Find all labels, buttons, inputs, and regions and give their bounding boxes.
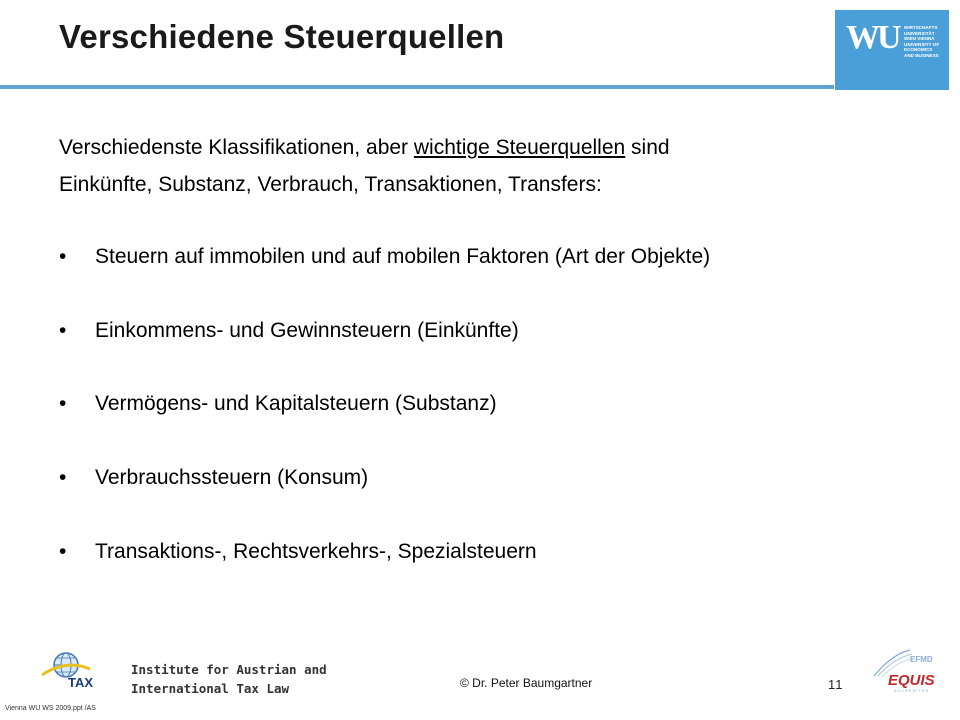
bullet-icon: • <box>59 540 67 563</box>
svg-text:TAX: TAX <box>68 675 94 690</box>
underlined-phrase: wichtige Steuerquellen <box>413 136 626 159</box>
slide-title: Verschiedene Steuerquellen <box>59 18 505 55</box>
svg-text:ACCREDITED: ACCREDITED <box>894 689 930 693</box>
intro-paragraph: Verschiedenste Klassifikationen, aber wichtige Steuerquellen sind Einkünfte, Substanz, Verbrauch, Transaktionen, Transfers: <box>59 136 670 196</box>
equis-logo-icon <box>870 646 950 694</box>
institute-name: Institute for Austrian and International Tax Law <box>131 662 327 696</box>
file-name-label: Vienna WU WS 2009.ppt /AS <box>5 705 96 712</box>
bullet-icon: • <box>59 245 67 268</box>
svg-text:EFMD: EFMD <box>910 655 933 664</box>
wu-logo-mark: WU <box>846 19 899 56</box>
bullet-icon: • <box>59 466 67 489</box>
copyright-text: © Dr. Peter Baumgartner <box>460 676 593 690</box>
page-number: 11 <box>828 677 844 692</box>
wu-logo <box>835 10 949 90</box>
bullet-icon: • <box>59 319 67 342</box>
bullet-icon: • <box>59 392 67 415</box>
tax-globe-icon <box>38 645 94 693</box>
svg-text:EQUIS: EQUIS <box>888 672 935 689</box>
wu-logo-text: WIRTSCHAFTS UNIVERSITÄT WIEN VIENNA UNIVERSITY OF ECONOMICS AND BUSINESS <box>904 25 940 58</box>
title-underline-rule <box>0 85 834 89</box>
